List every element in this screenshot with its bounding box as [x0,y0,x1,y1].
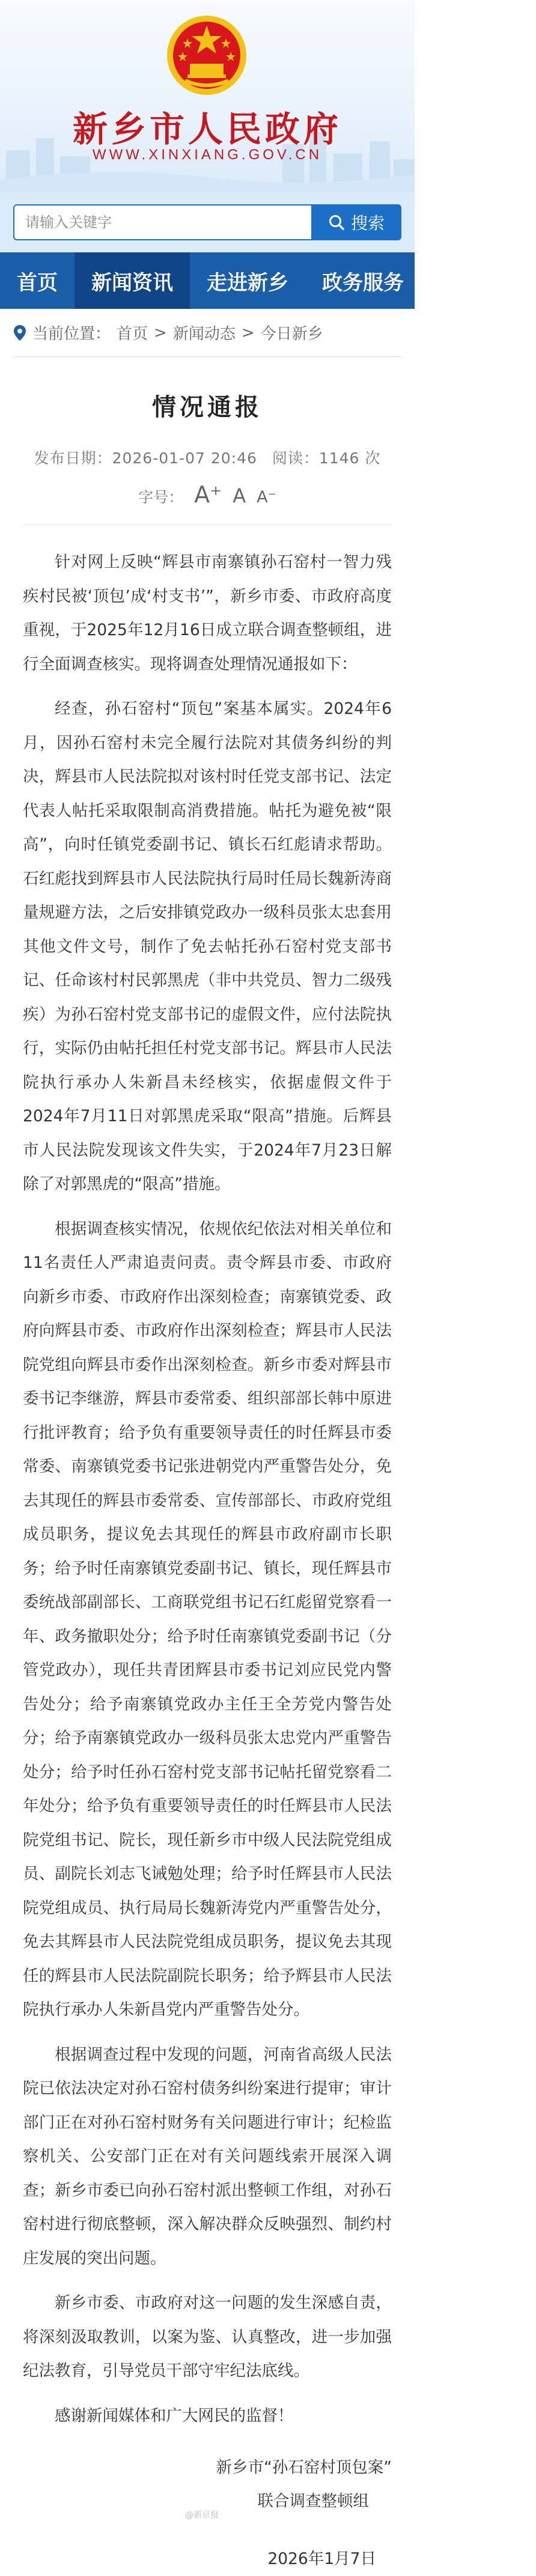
read-count: 阅读：1146 次 [272,449,381,467]
signature-org: 新乡市“孙石窑村顶包案” [216,2458,392,2477]
nav-item-about[interactable]: 走进新乡 [207,270,288,295]
site-header [0,0,415,192]
breadcrumb [13,309,401,357]
site-domain: WWW.XINXIANG.GOV.CN [92,147,323,163]
search-input[interactable] [13,204,311,240]
nav-item-services[interactable]: 政务服务 [322,270,404,295]
paragraph: 根据调查核实情况，依规依纪依法对相关单位和11名责任人严肃追责问责。责令辉县市委、市政府向新乡市委、市政府作出深刻检查；南寨镇党委、政府向辉县市委、市政府作出深刻检查；辉县市人民法院党组向辉县市委作出深刻检查。新乡市委对辉县市委书记李继游，辉县市委常委、组织部部长韩中原进行批评教育；给予负有重要领导责任的时任辉县市委常委、南寨镇党委书记张进朝党内严重警告处分，免去其现任的辉县市委常委、宣传部部长、市政府党组成员职务，提议免去其现任的辉县市政府副市长职务；给予时任南寨镇党委副书记、镇长，现任辉县市委统战部副部长、工商联党组书记石红彪留党察看一年、政务撤职处分；给予时任南寨镇党委副书记（分管党政办），现任共青团辉县市委书记刘应民党内警告处分；给予南寨镇党政办主任王全芳党内警告处分；给予南寨镇党政办一级科员张太忠党内严重警告处分；给予时任孙石窑村党支部书记帖托留党察看二年处分；给予负有重要领导责任的时任辉县市人民法院党组书记、院长，现任新乡市中级人民法院党组成员、副院长刘志飞诫勉处理；给予时任辉县市人民法院党组成员、执行局局长魏新涛党内严重警告处分，免去其辉县市人民法院党组成员职务，提议免去其现任的辉县市人民法院副院长职务；给予辉县市人民法院执行承办人朱新昌党内严重警告处分。 [23,1219,392,2019]
nav-item-home[interactable]: 首页 [17,270,58,295]
paragraph: 针对网上反映“辉县市南寨镇孙石窑村一智力残疾村民被‘顶包’成‘村支书’”，新乡市委、市政府高度重视，于2025年12月16日成立联合调查整顿组，进行全面调查核实。现将调查处理情况通报如下： [23,553,392,674]
breadcrumb-today[interactable]: 今日新乡 [260,325,323,343]
breadcrumb-separator: > [241,323,255,342]
article [0,388,415,2576]
paragraph: 新乡市委、市政府对这一问题的发生深感自责，将深刻汲取教训，以案为鉴、认真整改，进一步加强纪法教育，引导党员干部守牢纪法底线。 [23,2294,392,2380]
breadcrumb-prefix: 当前位置： [32,325,111,343]
main-nav [0,252,519,309]
source-watermark: @新京报 [185,2511,219,2520]
font-size-label: 字号： [138,489,184,506]
publish-date: 发布日期：2026-01-07 20:46 [34,449,257,467]
search-button[interactable] [311,204,401,240]
search-button-label: 搜索 [350,213,385,233]
font-size-decrease-button[interactable]: A⁻ [257,488,276,507]
national-emblem-icon [165,13,249,97]
signature-date: 2026年1月7日 [267,2550,376,2568]
nav-item-interaction[interactable]: 互动交流 [437,270,519,295]
paragraph: 经查，孙石窑村“顶包”案基本属实。2024年6月，因孙石窑村未完全履行法院对其债务纠纷的判决，辉县市人民法院拟对该村时任党支部书记、法定代表人帖托采取限制高消费措施。帖托为避免被“限高”，向时任镇党委副书记、镇长石红彪请求帮助。石红彪找到辉县市人民法院执行局时任局长魏新涛商量规避方法，之后安排镇党政办一级科员张太忠套用其他文件文号，制作了免去帖托孙石窑村党支部书记、任命该村村民郭黑虎（非中共党员、智力二级残疾）为孙石窑村党支部书记的虚假文件，应付法院执行，实际仍由帖托担任村党支部书记。辉县市人民法院执行承办人朱新昌未经核实，依据虚假文件于2024年7月11日对郭黑虎采取“限高”措施。后辉县市人民法院发现该文件失实，于2024年7月23日解除了对郭黑虎的“限高”措施。 [23,699,392,1193]
search-bar [0,192,415,252]
paragraph: 根据调查过程中发现的问题，河南省高级人民法院已依法决定对孙石窑村债务纠纷案进行提审；审计部门正在对孙石窑村财务有关问题进行审计；纪检监察机关、公安部门正在对有关问题线索开展深入调查；新乡市委已向孙石窑村派出整顿工作组，对孙石窑村进行彻底整顿，深入解决群众反映强烈、制约村庄发展的突出问题。 [23,2045,392,2268]
article-body [23,546,392,2433]
nav-item-news[interactable]: 新闻资讯 [75,252,190,309]
article-meta [23,446,392,468]
breadcrumb-news[interactable]: 新闻动态 [172,325,236,343]
font-size-control [23,481,392,508]
breadcrumb-home[interactable]: 首页 [117,325,148,343]
font-size-default-button[interactable]: A [233,484,246,507]
signature-group: 联合调查整顿组 [257,2492,369,2511]
paragraph: 感谢新闻媒体和广大网民的监督！ [55,2406,294,2425]
site-title: 新乡市人民政府 [72,109,342,150]
breadcrumb-separator: > [154,323,167,342]
location-pin-icon [13,324,26,341]
search-icon [328,214,345,231]
article-title: 情况通报 [152,394,263,421]
font-size-increase-button[interactable]: A⁺ [194,481,222,508]
